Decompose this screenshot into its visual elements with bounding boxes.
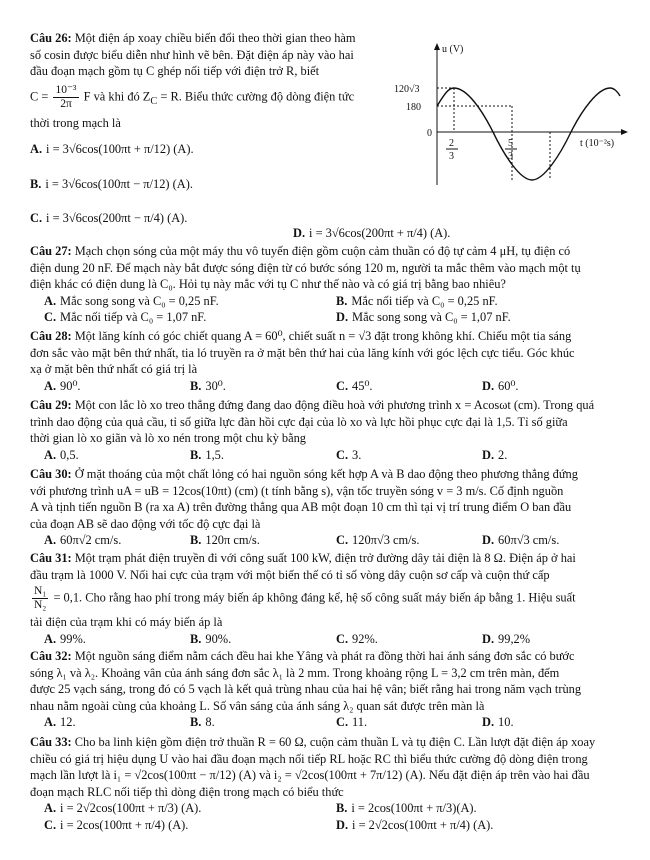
option-b: B. i = 2cos(100πt + π/3)(A). bbox=[336, 801, 477, 815]
question-text: đầu đoạn mạch gồm tụ C ghép nối tiếp với điện trở R, biết bbox=[30, 64, 320, 78]
x-tick-num: 5 bbox=[508, 138, 513, 149]
question-text: đơn sắc vào mặt bên thứ nhất, tia ló truyền ra ở mặt bên thứ hai của lăng kính với góc lệch cực tiểu. Góc khúc bbox=[30, 345, 575, 360]
question-text: Một điện áp xoay chiều biến đổi theo thời gian theo hàm bbox=[74, 31, 356, 45]
option-d: D. i = 3√6cos(200πt + π/4) (A). bbox=[293, 226, 451, 240]
question-28 bbox=[30, 328, 628, 394]
question-label: Câu 32: bbox=[30, 649, 72, 663]
question-text: tải điện của trạm khi có máy biến áp là bbox=[30, 615, 223, 629]
question-text: Mạch chọn sóng của một máy thu vô tuyến điện gồm cuộn cảm thuần có độ tự cảm 4 μH, tụ điện có bbox=[74, 244, 571, 258]
question-text: nhau nằm ngoài cùng của khoảng L. Số vân sáng của ánh sáng λ₂ quan sát được trên màn là bbox=[30, 698, 485, 713]
question-text: đầu trạm là 1000 V. Nối hai cực của trạm với một biến thế có tỉ số vòng dây cuộn sơ cấp và cuộn thứ cấp bbox=[30, 567, 550, 582]
x-tick-den: 3 bbox=[449, 151, 454, 162]
option-a: A. 12. bbox=[44, 715, 76, 729]
fraction: $\frac{\text{10⁻³}}{2\pi}$ bbox=[55, 83, 77, 110]
question-33 bbox=[30, 734, 628, 833]
y-axis-arrow bbox=[434, 43, 440, 50]
question-text: = 0,1. Cho rằng hao phí trong máy biến áp không đáng kể, hệ số công suất máy biến áp bằng 1. Hiệu suất bbox=[53, 590, 576, 605]
question-27 bbox=[30, 243, 628, 326]
option-b: B. 1,5. bbox=[190, 447, 224, 462]
option-d: D. 60⁰. bbox=[482, 378, 519, 393]
option-d: D. 60π√3 cm/s. bbox=[482, 533, 560, 547]
option-a: A. i = 3√6cos(100πt + π/12) (A). bbox=[30, 142, 194, 156]
question-32 bbox=[30, 648, 628, 731]
option-b: B. 90%. bbox=[190, 631, 232, 646]
question-text: Một nguồn sáng điểm nằm cách đều hai khe Yâng và phát ra đồng thời hai ánh sáng đơn sắc có bước bbox=[74, 649, 575, 663]
question-text: xạ ở mặt bên thứ nhất có giá trị là bbox=[30, 362, 198, 376]
x-tick-num: 2 bbox=[449, 138, 454, 149]
option-a: A. 60π√2 cm/s. bbox=[44, 533, 122, 547]
question-text: thời trong mạch là bbox=[30, 115, 121, 130]
question-text: trình dao động của quả cầu, tỉ số giữa lực đàn hồi cực đại của lò xo và lực hồi phục cực đại là 1,5. Tỉ số giữa bbox=[30, 414, 568, 429]
question-text: số cosin được biểu diễn như hình vẽ bên. Đặt điện áp này vào hai bbox=[30, 47, 354, 62]
option-c: C. Mắc nối tiếp và C₀ = 1,07 nF. bbox=[44, 310, 207, 324]
question-31 bbox=[30, 550, 628, 647]
question-text: điện dung 20 nF. Để mạch này bắt được sóng điện từ có bước sóng 120 m, người ta mắc thêm vào mạch một tụ bbox=[30, 260, 581, 275]
formula-text: = R. Biểu thức cường độ dòng điện tức bbox=[157, 88, 355, 103]
question-text: sóng λ₁ và λ₂. Khoảng vân của ánh sáng đơn sắc λ₁ là 2 mm. Trong khoảng rộng L = 3,2 cm trên màn, đếm bbox=[30, 665, 560, 680]
origin-label: 0 bbox=[427, 128, 432, 139]
option-a: A. i = 2√2cos(100πt + π/3) (A). bbox=[44, 801, 202, 815]
y-tick-180: 180 bbox=[406, 102, 421, 113]
question-text: thời gian lò xo giãn và lò xo nén trong một chu kỳ bằng bbox=[30, 431, 307, 445]
option-c: C. 120π√3 cm/s. bbox=[336, 533, 420, 547]
option-b: B. 30⁰. bbox=[190, 378, 226, 393]
question-label: Câu 28: bbox=[30, 329, 72, 343]
x-axis-arrow bbox=[621, 129, 628, 135]
question-29 bbox=[30, 397, 628, 463]
option-d: D. 99,2% bbox=[482, 631, 531, 646]
question-text: Một lăng kính có góc chiết quang A = 60⁰, chiết suất n = √3 đặt trong không khí. Chiếu một tia sáng bbox=[74, 329, 572, 343]
option-d: D. i = 2√2cos(100πt + π/4) (A). bbox=[336, 817, 494, 832]
option-a: A. 0,5. bbox=[44, 447, 79, 462]
question-label: Câu 26: bbox=[30, 31, 72, 45]
voltage-curve bbox=[437, 88, 620, 180]
option-d: D. 10. bbox=[482, 715, 514, 729]
subscript: C bbox=[150, 95, 158, 107]
x-axis-label: t (10⁻²s) bbox=[580, 138, 615, 149]
option-d: D. 2. bbox=[482, 447, 508, 462]
option-c: C. 45⁰. bbox=[336, 378, 373, 393]
question-label: Câu 33: bbox=[30, 735, 72, 749]
x-tick-den: 3 bbox=[508, 151, 513, 162]
y-tick-120sqrt3: 120√3 bbox=[394, 84, 420, 95]
option-c: C. 11. bbox=[336, 715, 368, 729]
option-a: A. Mắc song song và C₀ = 0,25 nF. bbox=[44, 293, 219, 308]
question-text: Ở mặt thoáng của một chất lỏng có hai nguồn sóng kết hợp A và B dao động theo phương thẳng đứng bbox=[74, 467, 578, 481]
question-text: của đoạn AB sẽ dao động với tốc độ cực đại là bbox=[30, 516, 261, 531]
option-b: B. Mắc nối tiếp và C₀ = 0,25 nF. bbox=[336, 293, 498, 308]
question-label: Câu 30: bbox=[30, 467, 72, 481]
question-text: Cho ba linh kiện gồm điện trở thuần R = 60 Ω, cuộn cảm thuần L và tụ điện C. Lần lượt đặt điện áp xoay bbox=[74, 735, 596, 749]
question-label: Câu 29: bbox=[30, 398, 72, 412]
option-d: D. Mắc song song và C₀ = 1,07 nF. bbox=[336, 310, 511, 324]
question-label: Câu 27: bbox=[30, 244, 72, 258]
option-c: C. 3. bbox=[336, 447, 362, 462]
formula-c: C = bbox=[30, 88, 49, 103]
y-axis-label: u (V) bbox=[442, 44, 464, 55]
option-a: A. 90⁰. bbox=[44, 378, 81, 393]
question-label: Câu 31: bbox=[30, 551, 72, 565]
question-30 bbox=[30, 466, 628, 549]
question-text: A và tịnh tiến nguồn B (ra xa A) trên đường thẳng qua AB một đoạn 10 cm thì tại vị trí trung điểm O ban đầu bbox=[30, 500, 572, 514]
question-text: đoạn mạch RLC nối tiếp thì dòng điện trong mạch có biểu thức bbox=[30, 784, 344, 799]
question-text: Một trạm phát điện truyền đi với công suất 100 kW, điện trở đường dây tải điện là 8 Ω. Điện áp ở hai bbox=[74, 551, 576, 565]
question-26 bbox=[30, 30, 400, 227]
option-b: B. 8. bbox=[190, 715, 215, 729]
question-text: mạch lần lượt là i₁ = √2cos(100πt − π/12) (A) và i₂ = √2cos(100πt + 7π/12) (A). Nếu đặt điện áp trên vào hai đầu bbox=[30, 768, 590, 782]
question-text: Một con lắc lò xo treo thẳng đứng đang dao động điều hoà với phương trình x = Acosωt (cm). Trong quá bbox=[74, 398, 595, 412]
option-c: C. 92%. bbox=[336, 631, 378, 646]
option-b: B. i = 3√6cos(100πt − π/12) (A). bbox=[30, 176, 193, 191]
option-c: C. i = 2cos(100πt + π/4) (A). bbox=[44, 817, 189, 832]
option-b: B. 120π cm/s. bbox=[190, 533, 260, 547]
voltage-graph bbox=[392, 40, 632, 190]
formula-text: F và khi đó Z bbox=[83, 88, 151, 103]
option-a: A. 99%. bbox=[44, 631, 86, 646]
question-text: với phương trình uA = uB = 12cos(10πt) (cm) (t tính bằng s), vận tốc truyền sóng v = 3 m/s. Cố định nguồn bbox=[30, 483, 564, 498]
option-c: C. i = 3√6cos(200πt − π/4) (A). bbox=[30, 211, 188, 225]
question-text: được 25 vạch sáng, trong đó có 5 vạch là kết quả trùng nhau của hai hệ vân; biết rằng hai trong năm vạch trùng bbox=[30, 682, 582, 696]
question-text: chiều có giá trị hiệu dụng U vào hai đầu đoạn mạch nối tiếp RL hoặc RC thì biểu thức cường độ dòng điện trong bbox=[30, 751, 588, 766]
question-text: điện khác có điện dung là C₀. Hỏi tụ này mắc với tụ C như thế nào và có giá trị bằng bao nhiêu? bbox=[30, 277, 506, 291]
fraction-n1-n2: $\frac{\text{N₁}}{\text{N₂}}$ bbox=[34, 585, 47, 611]
